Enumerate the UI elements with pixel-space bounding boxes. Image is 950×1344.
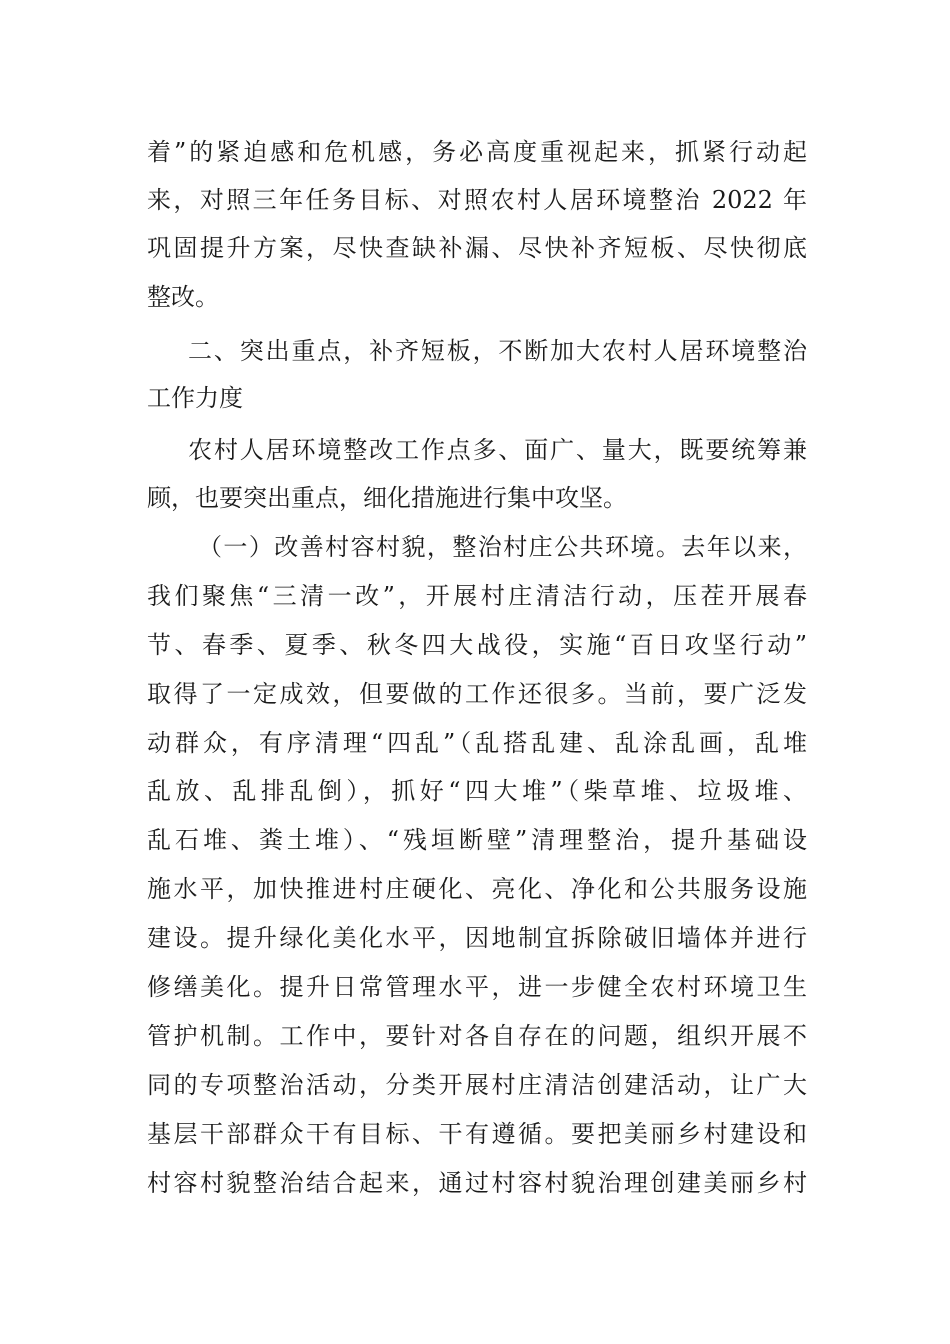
text-line: 管护机制。工作中，要针对各自存在的问题，组织开展不: [147, 1022, 807, 1050]
text-line: 同的专项整治活动，分类开展村庄清洁创建活动，让广大: [147, 1071, 807, 1099]
subsection-line: （一）改善村容村貌，整治村庄公共环境。去年以来，: [198, 533, 807, 561]
text-line: 巩固提升方案，尽快查缺补漏、尽快补齐短板、尽快彻底: [147, 234, 807, 262]
text-line: 建设。提升绿化美化水平，因地制宜拆除破旧墙体并进行: [147, 924, 807, 952]
text-line: 乱石堆、粪土堆）、“残垣断壁”清理整治，提升基础设: [147, 826, 807, 854]
text-line: 取得了一定成效，但要做的工作还很多。当前，要广泛发: [147, 680, 807, 708]
text-line: 我们聚焦“三清一改”，开展村庄清洁行动，压茬开展春: [147, 582, 807, 610]
text-line: 整改。: [147, 283, 219, 311]
text-line: 基层干部群众干有目标、干有遵循。要把美丽乡村建设和: [147, 1120, 807, 1148]
section-heading-continued: 工作力度: [147, 384, 243, 412]
text-line: 顾，也要突出重点，细化措施进行集中攻坚。: [147, 484, 627, 512]
text-line: 动群众，有序清理“四乱”（乱搭乱建、乱涂乱画，乱堆: [147, 729, 807, 757]
text-line: 来，对照三年任务目标、对照农村人居环境整治 2022 年: [147, 186, 807, 214]
text-line: 村容村貌整治结合起来，通过村容村貌治理创建美丽乡村: [147, 1169, 807, 1197]
section-heading: 二、突出重点，补齐短板，不断加大农村人居环境整治: [188, 337, 807, 365]
text-line: 节、春季、夏季、秋冬四大战役，实施“百日攻坚行动”: [147, 631, 807, 659]
text-line: 农村人居环境整改工作点多、面广、量大，既要统筹兼: [188, 436, 807, 464]
text-line: 乱放、乱排乱倒），抓好“四大堆”（柴草堆、垃圾堆、: [147, 777, 807, 805]
text-line: 着”的紧迫感和危机感，务必高度重视起来，抓紧行动起: [147, 138, 807, 166]
text-line: 施水平，加快推进村庄硬化、亮化、净化和公共服务设施: [147, 875, 807, 903]
text-line: 修缮美化。提升日常管理水平，进一步健全农村环境卫生: [147, 973, 807, 1001]
